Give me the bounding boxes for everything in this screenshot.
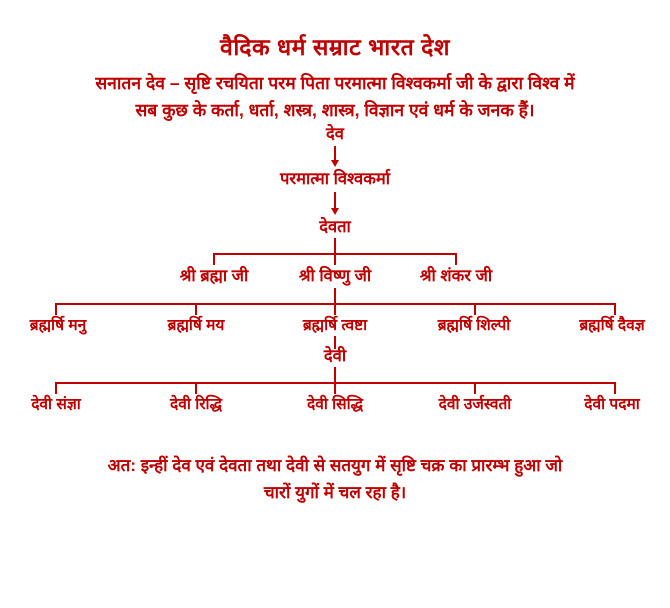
tick-shilpi bbox=[474, 303, 476, 315]
node-devi-siddhi: देवी सिद्धि bbox=[306, 395, 364, 413]
tick-vishnu bbox=[334, 253, 336, 265]
footer-line-1: अत: इन्हीं देव एवं देवता तथा देवी से सतयुग में सृष्टि चक्र का प्रारम्भ हुआ जो bbox=[107, 455, 563, 475]
diagram-page bbox=[0, 34, 670, 608]
lineage-tree bbox=[0, 126, 670, 442]
page-title: वैदिक धर्म सम्राट भारत देश bbox=[220, 34, 450, 60]
arrow-paramatma-down-icon bbox=[331, 208, 339, 215]
node-devi-padma: देवी पदमा bbox=[584, 395, 640, 413]
connector-trinity-stem bbox=[334, 288, 336, 304]
node-vishnu: श्री विष्णु जी bbox=[298, 266, 372, 285]
intro-line-1: सनातन देव – सृष्टि रचयिता परम पिता परमात्मा विश्वकर्मा जी के द्वारा विश्व में bbox=[95, 72, 575, 93]
node-brahmarishi-daivagya: ब्रह्मर्षि दैवज्ञ bbox=[579, 316, 645, 334]
node-brahmarishi-tvashta: ब्रह्मर्षि त्वष्टा bbox=[302, 316, 368, 334]
node-brahmarishi-may: ब्रह्मर्षि मय bbox=[167, 316, 225, 334]
node-devi-sangya: देवी संज्ञा bbox=[31, 395, 81, 413]
node-devi-urjasvati: देवी उर्जस्वती bbox=[438, 395, 512, 413]
node-brahmarishi-manu: ब्रह्मर्षि मनु bbox=[29, 316, 87, 334]
tick-sangya bbox=[55, 382, 57, 394]
node-devi-riddhi: देवी रिद्धि bbox=[170, 395, 222, 413]
node-brahmarishi-shilpi: ब्रह्मर्षि शिल्पी bbox=[437, 316, 511, 334]
tick-manu bbox=[55, 303, 57, 315]
footer-line-2: चारों युगों में चल रहा है। bbox=[263, 483, 407, 503]
node-devi: देवी bbox=[323, 346, 347, 365]
node-dev: देव bbox=[326, 124, 344, 143]
arrow-dev-down-icon bbox=[331, 160, 339, 167]
connector-devi-stem bbox=[334, 367, 336, 383]
node-shankar: श्री शंकर जी bbox=[419, 266, 493, 285]
node-paramatma-vishwakarma: परमात्मा विश्वकर्मा bbox=[279, 169, 391, 188]
tick-tvashta bbox=[334, 303, 336, 315]
tick-daivagya bbox=[614, 303, 616, 315]
intro-paragraph bbox=[22, 70, 648, 124]
tick-siddhi bbox=[334, 382, 336, 394]
tick-padma bbox=[614, 382, 616, 394]
connector-devta-stem bbox=[334, 238, 336, 254]
footer-paragraph bbox=[28, 452, 642, 506]
intro-line-2: सब कुछ के कर्ता, धर्ता, शस्त्र, शास्त्र, विज्ञान एवं धर्म के जनक हैं। bbox=[135, 99, 535, 120]
tick-shankar bbox=[455, 253, 457, 265]
tick-urjasvati bbox=[474, 382, 476, 394]
tick-may bbox=[195, 303, 197, 315]
node-brahma: श्री ब्रह्मा जी bbox=[179, 266, 249, 285]
tick-brahma bbox=[213, 253, 215, 265]
node-devta: देवता bbox=[319, 217, 351, 236]
tick-riddhi bbox=[195, 382, 197, 394]
